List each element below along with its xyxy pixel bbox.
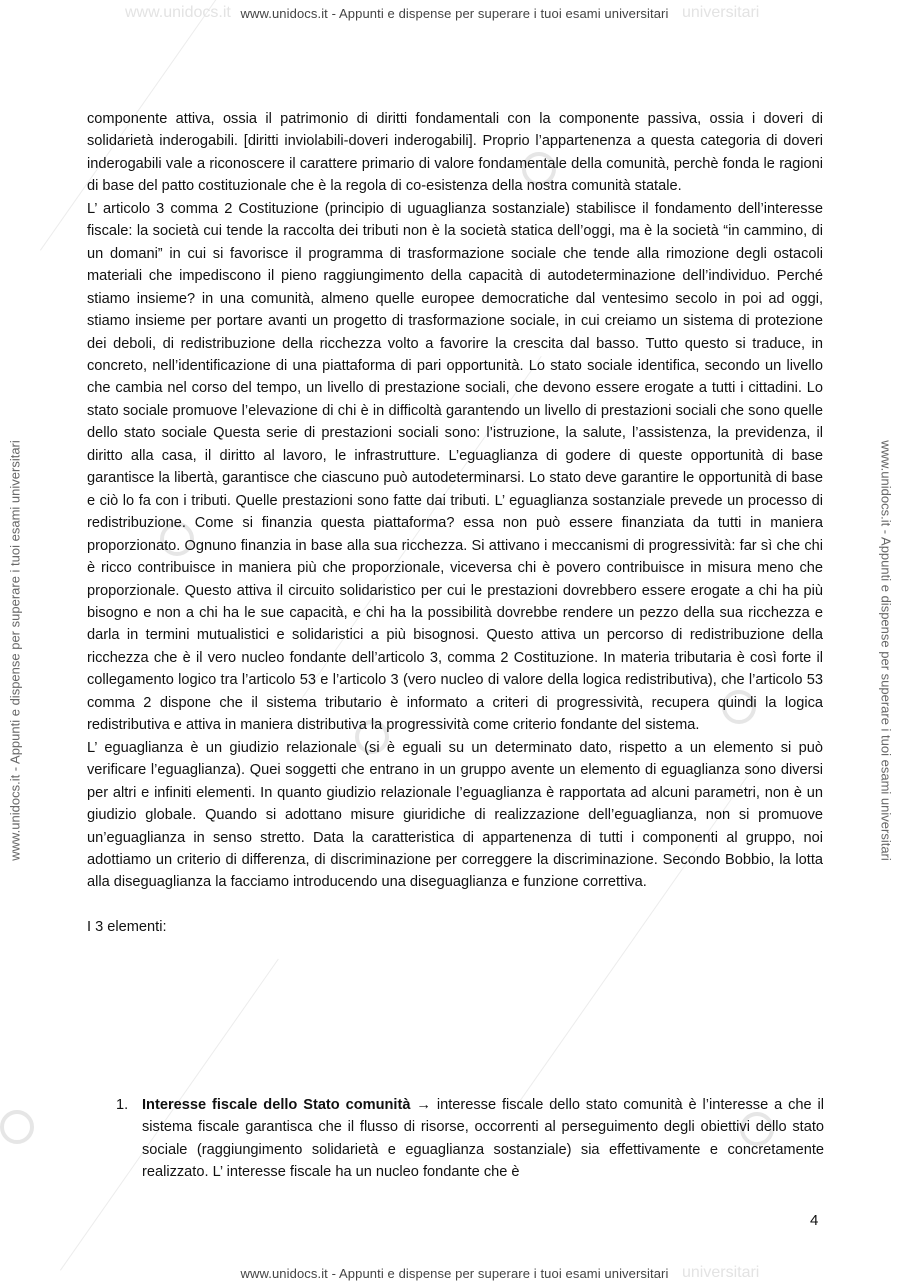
header-watermark: www.unidocs.it - Appunti e dispense per superare i tuoi esami universitari	[240, 6, 669, 21]
arrow-right-icon: →	[416, 1097, 431, 1113]
list-item	[116, 1094, 824, 1184]
right-side-watermark: www.unidocs.it - Appunti e dispense per superare i tuoi esami universitari	[878, 440, 894, 861]
list-item-title: Interesse fiscale dello Stato comunità	[142, 1097, 411, 1113]
list-item-text: interesse fiscale dello stato comunità è l’interesse a che il sistema fiscale garantisca che il flusso di risorse, occorrenti al perseguimento degli obiettivi dello stato sociale (raggiungimento solidarietà e eguaglianza sostanziale) sia effettivamente e concretamente realizzato. L’ interesse fiscale ha un nucleo fondante che è	[142, 1097, 824, 1181]
document-body	[87, 108, 823, 938]
section-heading: I 3 elementi:	[87, 918, 167, 935]
list-item-number: 1.	[116, 1097, 129, 1113]
paragraph: componente attiva, ossia il patrimonio di diritti fondamentali con la componente passiva, ossia i doveri di solidarietà inderogabili. [diritti inviolabili-doveri inderogabili]. Proprio l’appartenenza a questa categoria di doveri inderogabili vale a riconoscere il carattere primario di valore fondamentale della comunità, perchè fonda le ragioni di base del patto costituzionale che è la regola di co-esistenza della nostra comunità statale.	[87, 111, 823, 195]
watermark-logo-icon	[0, 1110, 34, 1144]
left-side-watermark: www.unidocs.it - Appunti e dispense per superare i tuoi esami universitari	[7, 440, 23, 861]
faint-watermark-bottom-right: universitari	[682, 1264, 760, 1281]
paragraph: L’ eguaglianza è un giudizio relazionale (si è eguali su un determinato dato, rispetto a un elemento si può verificare l’eguaglianza). Quei soggetti che entrano in un gruppo avente un elemento di eguaglianza sono diversi per altri e infiniti elementi. In quanto giudizio relazionale l’eguaglianza è rapportata ad alcuni parametri, non è un giudizio globale. Quando si adottano misure giuridiche di realizzazione dell’eguaglianza, non si promuove un’eguaglianza in senso stretto. Data la caratteristica di appartenenza di tutti i componenti al gruppo, noi adottiamo un criterio di differenza, di discriminazione per correggere la discriminazione. Secondo Bobbio, la lotta alla diseguaglianza la facciamo introducendo una diseguaglianza e funzione correttiva.	[87, 739, 823, 891]
faint-watermark-right: universitari	[682, 4, 760, 21]
faint-watermark-left: www.unidocs.it	[125, 4, 231, 21]
page-number: 4	[810, 1212, 819, 1229]
paragraph: L’ articolo 3 comma 2 Costituzione (principio di uguaglianza sostanziale) stabilisce il fondamento dell’interesse fiscale: la società cui tende la raccolta dei tributi non è la società statica dell’oggi, ma è la società “in cammino, di un domani” in cui si favorisce il programma di trasformazione sociale che tende alla rimozione degli ostacoli materiali che impediscono il pieno raggiungimento della capacità di autodeterminazione dell’individuo. Perché stiamo insieme? in una comunità, almeno quelle europee democratiche dal ventesimo secolo in poi ad oggi, stiamo insieme per portare avanti un progetto di trasformazione sociale, in cui creiamo un sistema di protezione dei deboli, di redistribuzione della ricchezza volto a favorire la crescita dal basso. Tutto questo si traduce, in concreto, nell’identificazione di una piattaforma di pari opportunità. Lo stato sociale identifica, secondo un livello che cambia nel corso del tempo, un livello di prestazione sociali, che devono essere erogate a tutti i cittadini. Lo stato sociale promuove l’elevazione di chi è in difficoltà garantendo un livello di prestazioni sociali che sono quelle dello stato sociale Questa serie di prestazioni sociali sono: l’istruzione, la salute, l’assistenza, la previdenza, il diritto alla casa, il diritto al lavoro, le infrastrutture. L’eguaglianza di godere di queste opportunità di base garantisce la libertà, garantisce che ciascuno può autodeterminarsi. Lo stato deve garantire le opportunità di base e ciò lo fa con i tributi. Quelle prestazioni sono fatte dai tributi. L’ eguaglianza sostanziale prevede un processo di redistribuzione. Come si finanzia questa piattaforma? essa non può essere finanziata da tutti in maniera proporzionato. Ognuno finanzia in base alla sua ricchezza. Si attivano i meccanismi di progressività: far sì che chi è ricco contribuisce in maniera più che proporzionale, viceversa chi è povero contribuisce in misura meno che proporzionale. Questo attiva il circuito solidaristico per cui le prestazioni dovrebbero essere erogate a chi ha più bisogno e non a chi ha le sue capacità, e chi ha la possibilità dovrebbe rendere un pezzo della sua ricchezza e darla in termini mutualistici e solidaristici a più bisognosi. Questo attiva un percorso di redistribuzione della ricchezza che è il vero nucleo fondante dell’articolo 3, comma 2 Costituzione. In materia tributaria è così forte il collegamento logico tra l’articolo 53 e l’articolo 3 (vero nucleo di valore della logica redistributiva), che l’articolo 53 comma 2 dispone che il sistema tributario è informato a criteri di progressività, recupera quindi la logica redistributiva e attiva in maniera distributiva la progressività come criterio fondante del sistema.	[87, 200, 823, 734]
footer-watermark: www.unidocs.it - Appunti e dispense per superare i tuoi esami universitari	[240, 1266, 669, 1281]
